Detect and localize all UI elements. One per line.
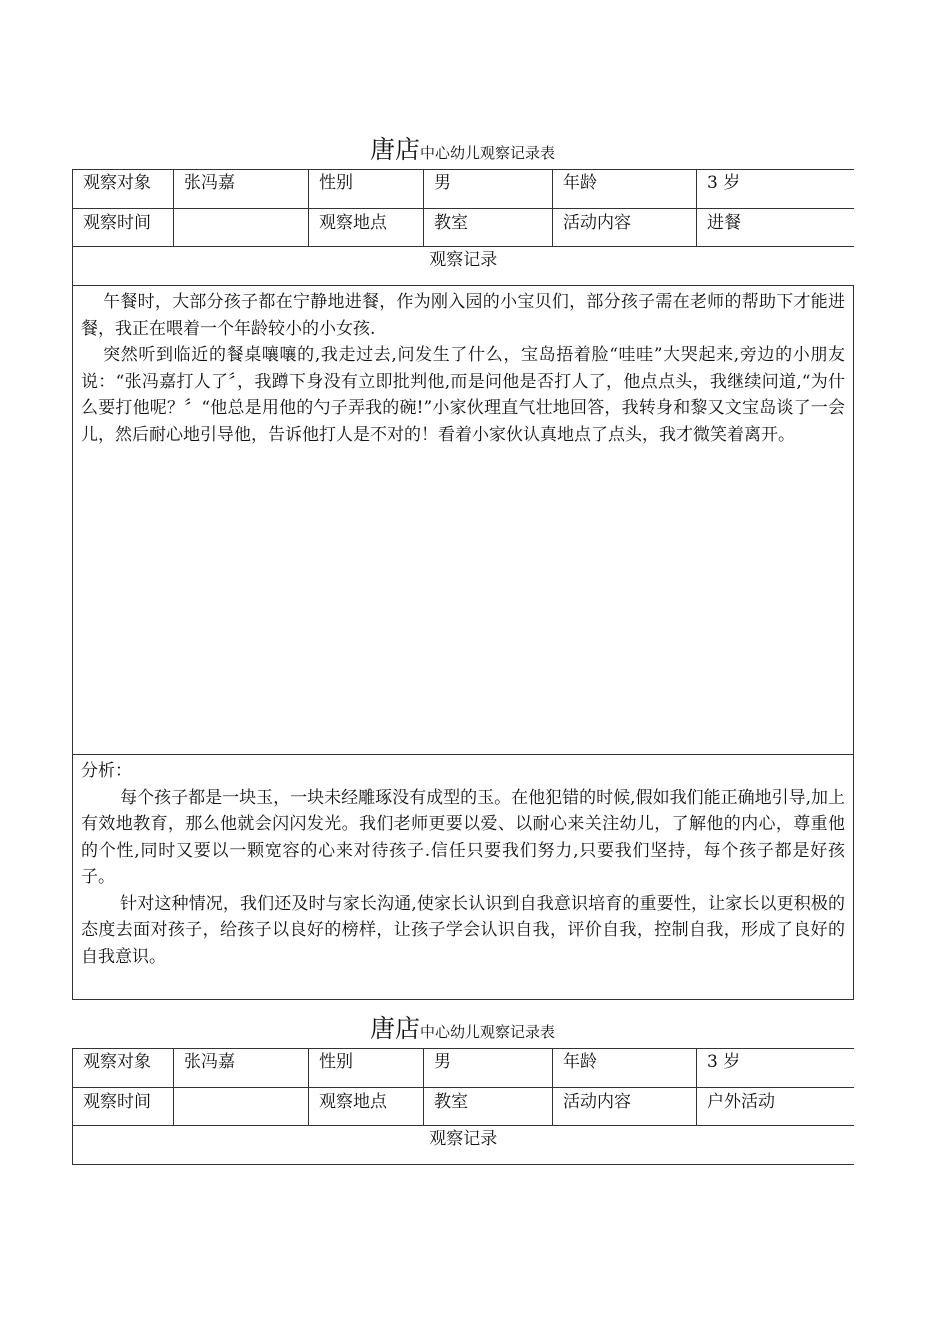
label-gender: 性别 [309,170,424,209]
observation-form-2 [72,1010,853,1165]
label-subject: 观察对象 [73,1049,174,1088]
value-gender: 男 [424,170,553,209]
info-row-1 [73,170,854,209]
record-heading-row [73,247,854,286]
analysis-row [73,755,854,1000]
record-heading-row [73,1126,854,1165]
analysis-label: 分析： [81,761,132,781]
record-heading: 观察记录 [73,247,854,286]
value-subject: 张冯嘉 [174,1049,309,1088]
observation-form-1 [72,131,853,1000]
label-location: 观察地点 [309,209,424,247]
label-activity: 活动内容 [553,209,697,247]
label-time: 观察时间 [73,209,174,247]
record-heading: 观察记录 [73,1126,854,1165]
label-gender: 性别 [309,1049,424,1088]
record-body-row [73,286,854,755]
value-time [174,1088,309,1126]
analysis-paragraph: 针对这种情况，我们还及时与家长沟通,使家长认识到自我意识培育的重要性，让家长以更积极的态度去面对孩子，给孩子以良好的榜样，让孩子学会认识自我，评价自我，控制自我，形成了良好的自我意识。 [81,893,845,967]
analysis-paragraph: 每个孩子都是一块玉，一块未经雕琢没有成型的玉。在他犯错的时候,假如我们能正确地引导,加上有效地教育，那么他就会闪闪发光。我们老师更要以爱、以耐心来关注幼儿，了解他的内心，尊重他的个性,同时又要以一颗宽容的心来对待孩子.信任只要我们努力,只要我们坚持，每个孩子都是好孩子。 [81,787,845,887]
title-school: 唐店 [369,1014,420,1043]
value-age: 3 岁 [697,170,854,209]
value-location: 教室 [424,1088,553,1126]
label-age: 年龄 [553,1049,697,1088]
label-activity: 活动内容 [553,1088,697,1126]
label-location: 观察地点 [309,1088,424,1126]
value-activity: 进餐 [697,209,854,247]
value-activity: 户外活动 [697,1088,854,1126]
form-title [72,1010,853,1048]
observation-table [72,1048,854,1165]
record-body [73,286,854,755]
value-gender: 男 [424,1049,553,1088]
value-age: 3 岁 [697,1049,854,1088]
title-form-name: 中心幼儿观察记录表 [420,144,556,162]
info-row-1 [73,1049,854,1088]
analysis-body [73,755,854,1000]
value-location: 教室 [424,209,553,247]
observation-table [72,169,854,1000]
label-subject: 观察对象 [73,170,174,209]
record-paragraph: 突然听到临近的餐桌嚷嚷的,我走过去,问发生了什么，宝岛捂着脸“哇哇”大哭起来,旁边的小朋友说：“张冯嘉打人了〞，我蹲下身没有立即批判他,而是问他是否打人了，他点点头，我继续问道,“为什么要打他呢？〞“他总是用他的勺子弄我的碗!”小家伙理直气壮地回答，我转身和黎又文宝岛谈了一会儿，然后耐心地引导他，告诉他打人是不对的！看着小家伙认真地点了点头，我才微笑着离开。 [81,345,845,445]
info-row-2 [73,1088,854,1126]
form-title [72,131,853,169]
info-row-2 [73,209,854,247]
title-form-name: 中心幼儿观察记录表 [420,1023,556,1041]
record-paragraph: 午餐时，大部分孩子都在宁静地进餐，作为刚入园的小宝贝们，部分孩子需在老师的帮助下才能进餐，我正在喂着一个年龄较小的小女孩. [81,292,845,339]
title-school: 唐店 [369,135,420,164]
value-subject: 张冯嘉 [174,170,309,209]
value-time [174,209,309,247]
label-age: 年龄 [553,170,697,209]
label-time: 观察时间 [73,1088,174,1126]
